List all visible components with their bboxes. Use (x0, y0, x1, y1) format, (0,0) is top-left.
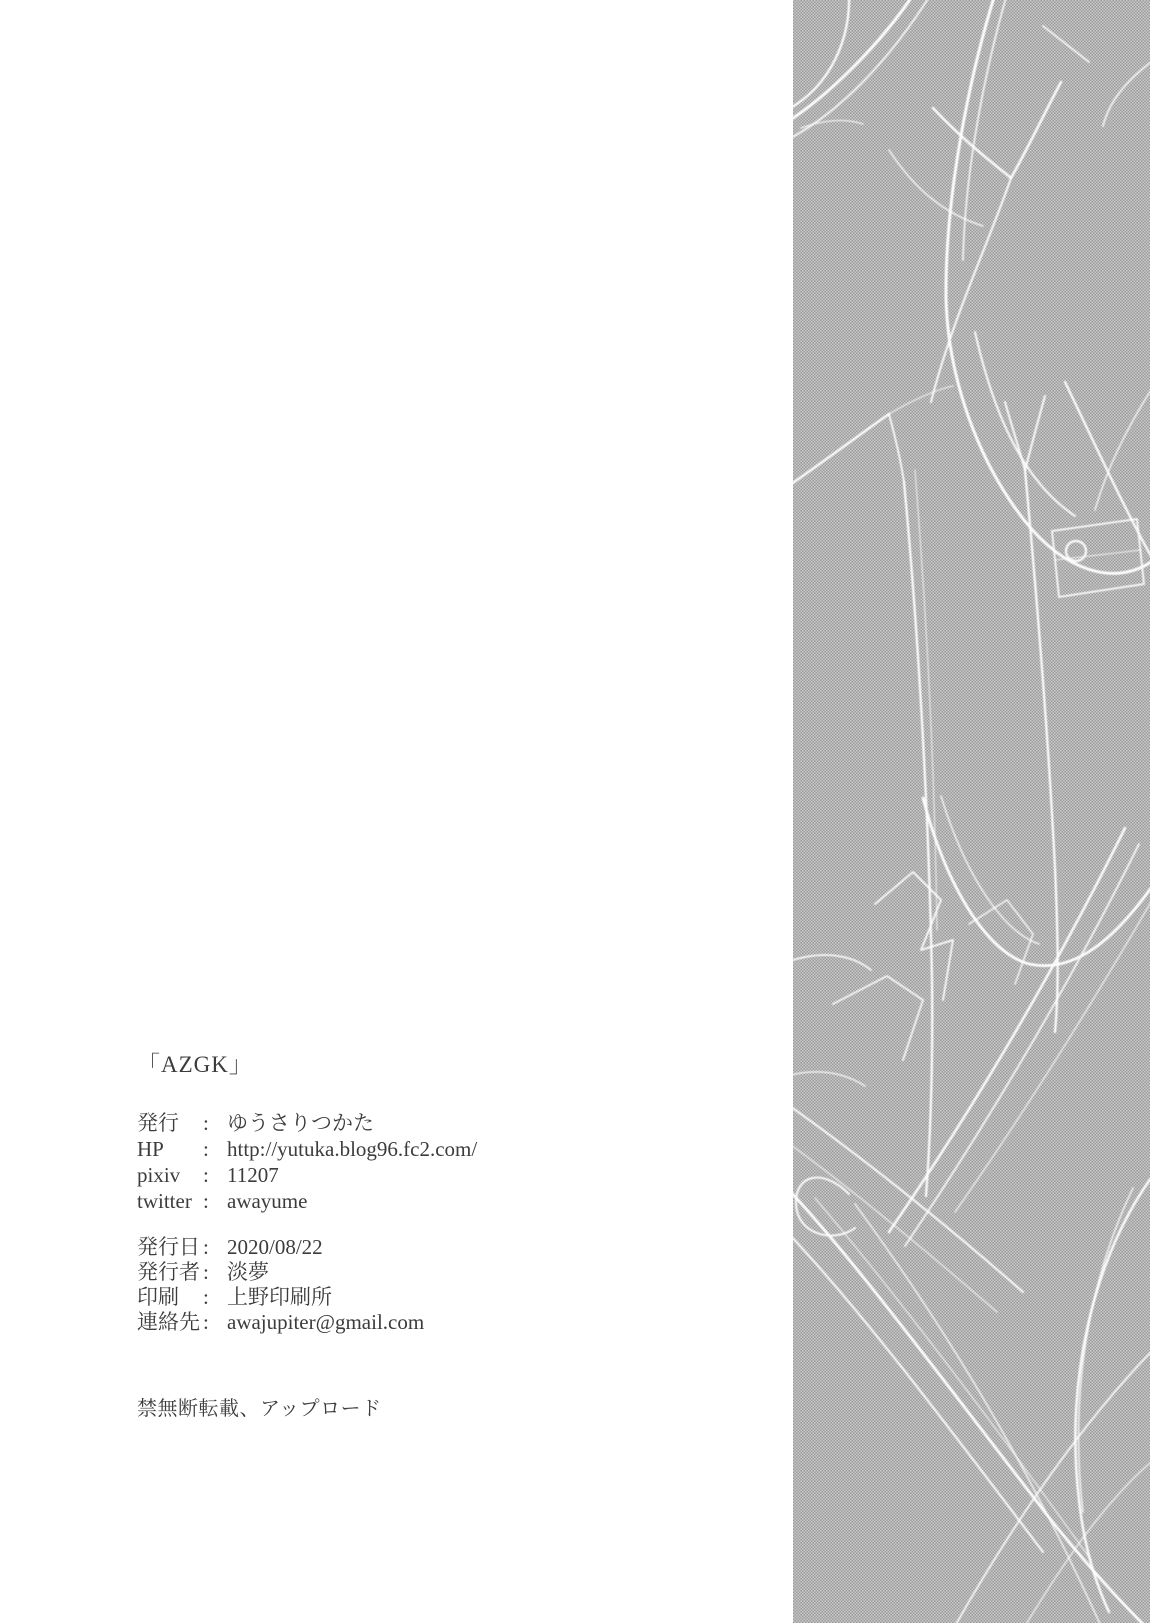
info-row-publisher (137, 1110, 697, 1136)
pub-separator: : (203, 1235, 209, 1259)
info-separator: : (203, 1137, 209, 1161)
pub-row-author (137, 1260, 697, 1285)
info-value-url: http://yutuka.blog96.fc2.com/ (227, 1137, 478, 1161)
book-title: 「AZGK」 (137, 1052, 253, 1077)
pub-row-date (137, 1235, 697, 1260)
info-row-twitter (137, 1188, 697, 1214)
info-value: 11207 (227, 1163, 279, 1187)
info-label: pixiv (137, 1163, 181, 1187)
copyright-notice: 禁無断転載、アップロード (137, 1398, 382, 1420)
info-separator: : (203, 1111, 209, 1135)
pub-label: 印刷 (137, 1285, 179, 1309)
info-value: ゆうさりつかた (227, 1111, 374, 1135)
pub-row-printer (137, 1285, 697, 1310)
info-separator: : (203, 1189, 209, 1213)
info-row-pixiv (137, 1162, 697, 1188)
pub-label: 発行者 (137, 1260, 200, 1284)
publication-info-block (137, 1235, 697, 1335)
colophon-text-block (137, 1046, 697, 1421)
sketch-artwork-icon (793, 0, 1150, 1623)
pub-value: 淡夢 (227, 1260, 269, 1284)
author-info-block (137, 1110, 697, 1214)
pub-value-date: 2020/08/22 (227, 1235, 323, 1259)
info-value: awayume (227, 1189, 308, 1213)
pub-label: 連絡先 (137, 1310, 200, 1334)
pub-label: 発行日 (137, 1235, 200, 1259)
info-row-hp (137, 1136, 697, 1162)
info-separator: : (203, 1163, 209, 1187)
pub-separator: : (203, 1285, 209, 1309)
info-label: HP (137, 1137, 164, 1161)
info-label: 発行 (137, 1111, 179, 1135)
pub-row-contact (137, 1310, 697, 1335)
pub-value-email: awajupiter@gmail.com (227, 1310, 425, 1334)
info-label: twitter (137, 1189, 192, 1213)
pub-separator: : (203, 1260, 209, 1284)
artwork-panel (793, 0, 1150, 1623)
pub-value: 上野印刷所 (227, 1285, 332, 1309)
pub-separator: : (203, 1310, 209, 1334)
